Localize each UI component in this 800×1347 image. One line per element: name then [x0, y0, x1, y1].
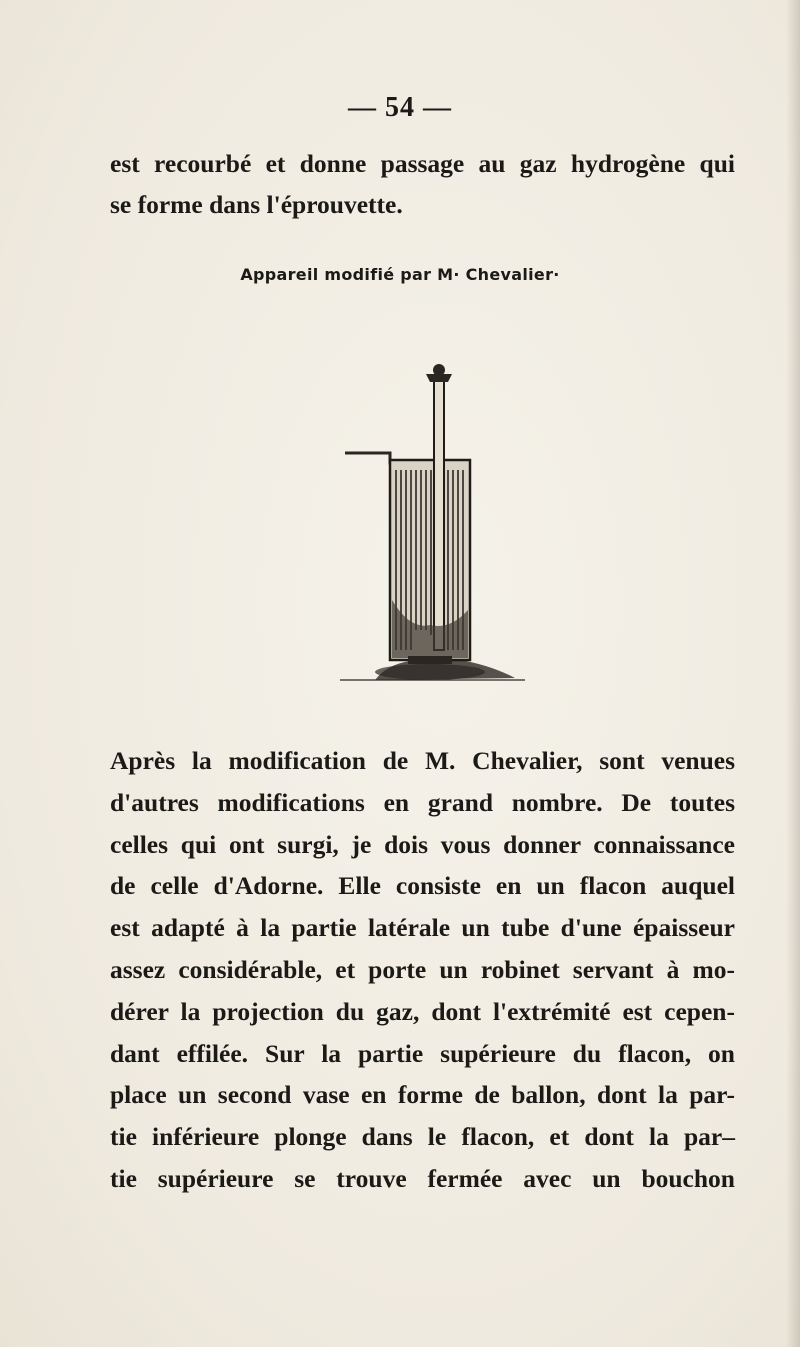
figure-caption: Appareil modifié par M· Chevalier· [240, 265, 560, 284]
text-line: dérer la projection du gaz, dont l'extrémité est cepen- [110, 996, 735, 1026]
text-line: celles qui ont surgi, je dois vous donner connaissance [110, 829, 735, 859]
text-line: d'autres modifications en grand nombre. De toutes [110, 787, 735, 817]
text-line: est recourbé et donne passage au gaz hydrogène qui [110, 149, 735, 178]
intro-paragraph [110, 143, 735, 225]
text-line: place un second vase en forme de ballon, dont la par- [110, 1080, 735, 1110]
text-line: assez considérable, et porte un robinet servant à mo- [110, 954, 735, 984]
text-line: est adapté à la partie latérale un tube d'une épaisseur [110, 913, 735, 943]
text-line: tie supérieure se trouve fermée avec un bouchon [110, 1163, 735, 1193]
main-paragraph [110, 740, 735, 1200]
page-edge-shadow [786, 0, 800, 1347]
text-line: tie inférieure plonge dans le flacon, et dont la par– [110, 1122, 735, 1152]
gas-apparatus-illustration [330, 360, 530, 690]
text-line: Après la modification de M. Chevalier, sont venues [110, 746, 735, 775]
text-line: de celle d'Adorne. Elle consiste en un flacon auquel [110, 871, 735, 901]
text-line: se forme dans l'éprouvette. [110, 190, 403, 219]
text-line: dant effilée. Sur la partie supérieure du flacon, on [110, 1038, 735, 1068]
page-number: — 54 — [348, 92, 452, 123]
